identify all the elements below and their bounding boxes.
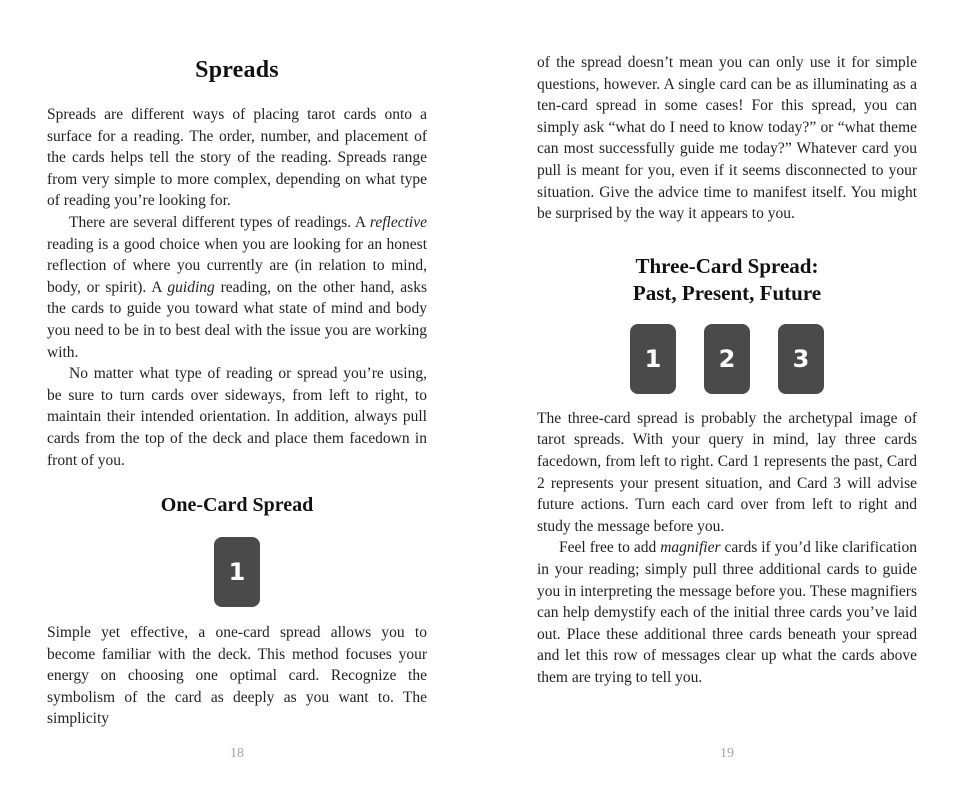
tarot-card-1 — [630, 324, 676, 394]
heading-line-2: Past, Present, Future — [632, 280, 822, 305]
page-right — [480, 0, 960, 800]
page-title: Spreads — [195, 57, 279, 83]
italic-magnifier: magnifier — [660, 539, 721, 557]
card-number-label: 1 — [228, 558, 246, 587]
italic-reflective: reflective — [369, 213, 427, 231]
text-segment: There are several different types of readings. A — [69, 213, 370, 231]
card-number-label: 3 — [792, 344, 810, 373]
tarot-card-3 — [778, 324, 824, 394]
page-number-left: 18 — [230, 746, 244, 761]
one-card-spread-heading: One-Card Spread — [160, 494, 314, 517]
card-number-label: 1 — [644, 344, 662, 373]
heading-line-1: Three-Card Spread: — [635, 253, 819, 278]
card-number-label: 2 — [718, 344, 736, 373]
page-number-right: 19 — [720, 746, 734, 761]
text-segment: reading is a good choice when you are looking for an honest reflection of where you currently are (in relation to mind, body, or spirit). A — [47, 235, 427, 296]
three-card-diagram — [537, 324, 917, 394]
paragraph-one-card-continued: of the spread doesn’t mean you can only use it for simple questions, however. A single card can be as illuminating as a ten-card spread in some cases! For this spread, you can simply ask “what do I need to know today?” or “what theme can most successfully guide me today?” Whatever card you pull is meant for you, even if it seems disconnected to your situation. Give the advice time to manifest itself. You might be surprised by the way it appears to you. — [537, 54, 917, 223]
paragraph-intro: Spreads are different ways of placing tarot cards onto a surface for a reading. The order, number, and placement of the cards helps tell the story of the reading. Spreads range from very simple to more complex, depending on what type of reading you’re looking for. — [47, 106, 427, 210]
three-card-spread-heading — [537, 253, 917, 307]
italic-guiding: guiding — [167, 278, 215, 296]
text-segment: reading, on the other hand, asks the cards to guide you toward what state of mind and body you need to be in to best deal with the issue you are working with. — [47, 278, 427, 361]
tarot-card-2 — [704, 324, 750, 394]
page-left-content — [47, 0, 427, 730]
tarot-card-1 — [214, 537, 260, 607]
paragraph-one-card: Simple yet effective, a one-card spread allows you to become familiar with the deck. This method focuses your energy on choosing one optimal card. Recognize the symbolism of the card as deeply as you want to. The simplicity — [47, 624, 427, 728]
text-segment: cards if you’d like clarification in your reading; simply pull three additional cards to guide you in interpreting the message before you. These magnifiers can help demystify each of the initial three cards you’ve laid out. Place these additional three cards beneath your spread and let this row of messages clear up what the cards above them are trying to tell you. — [537, 539, 917, 686]
paragraph-card-handling: No matter what type of reading or spread you’re using, be sure to turn cards over sideways, from left to right, to maintain their intended orientation. In addition, always pull cards from the top of the deck and place them facedown in front of you. — [47, 365, 427, 469]
page-right-content — [537, 0, 917, 688]
paragraph-reading-types — [47, 212, 427, 363]
paragraph-magnifier — [537, 537, 917, 688]
one-card-diagram — [47, 537, 427, 607]
paragraph-three-card: The three-card spread is probably the archetypal image of tarot spreads. With your query in mind, lay three cards facedown, from left to right. Card 1 represents the past, Card 2 represents your present situation, and Card 3 will advise future actions. Turn each card over from left to right and study the message before you. — [537, 409, 917, 535]
text-segment: Feel free to add — [559, 539, 661, 557]
